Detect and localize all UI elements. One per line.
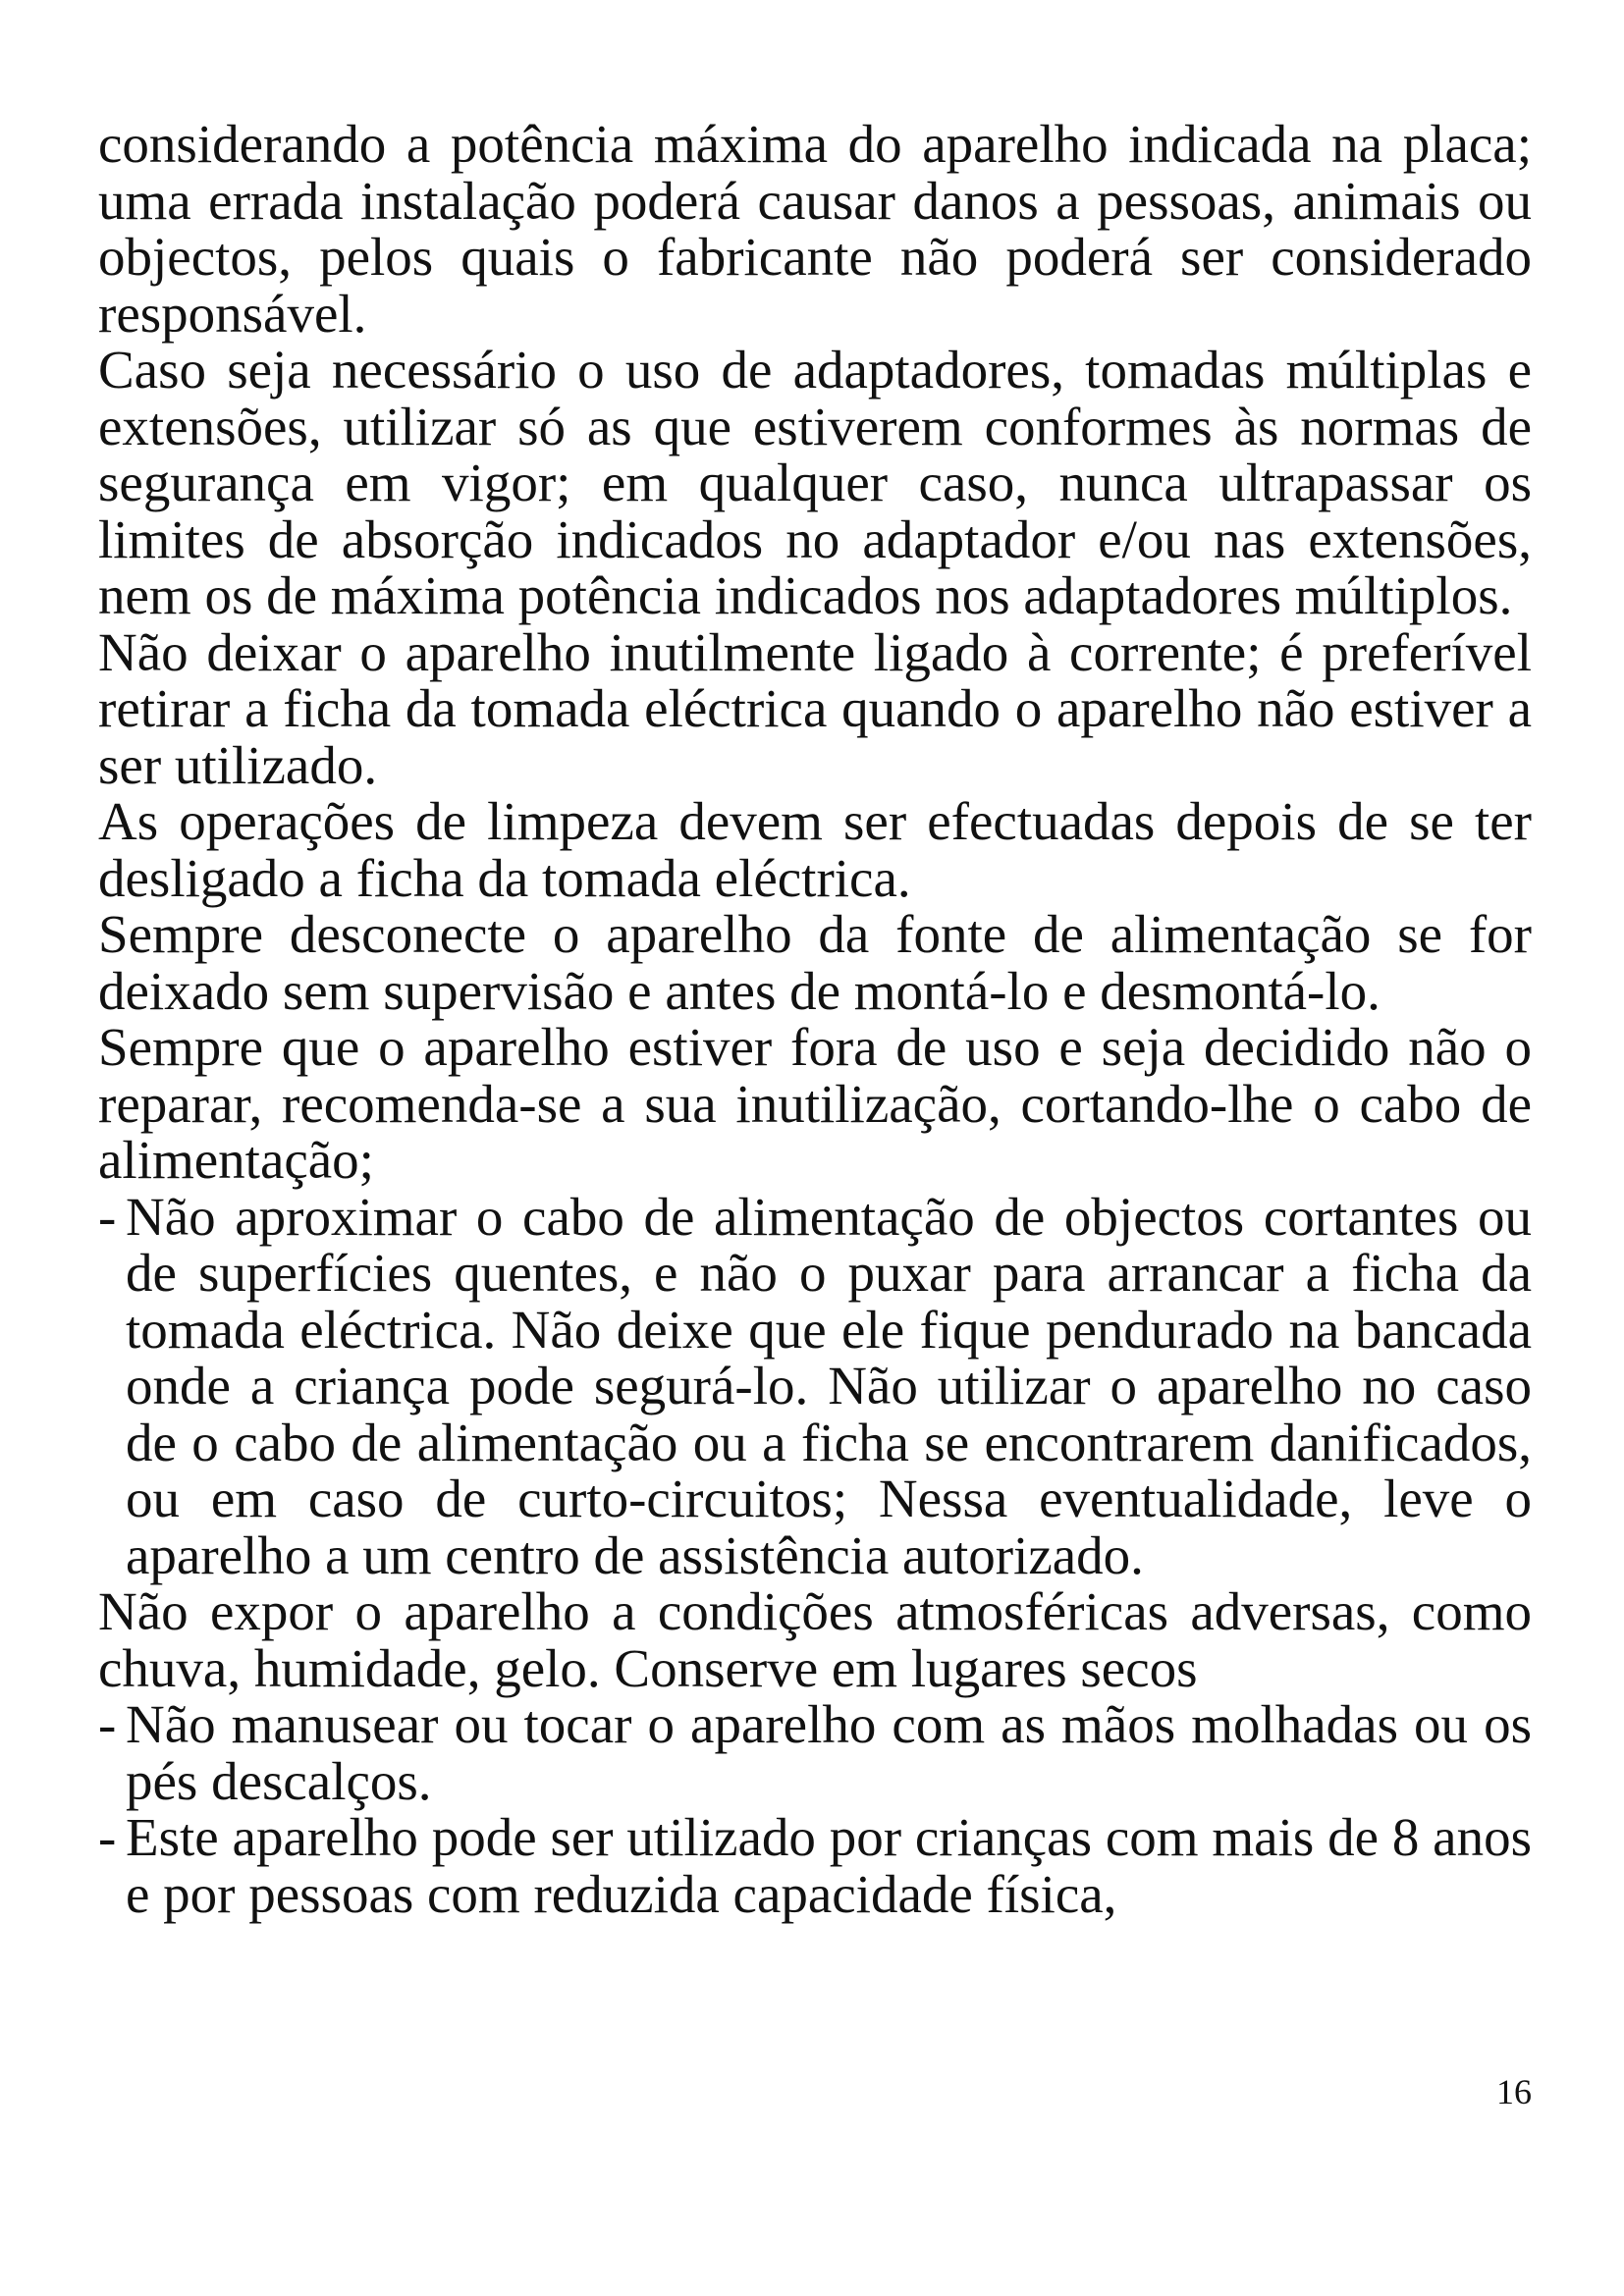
paragraph-disposal: Sempre que o aparelho estiver fora de uso e seja decidido não o reparar, recomenda-se a sua inutilização, cortando-lhe o cabo de alimentação; — [98, 1017, 1532, 1190]
paragraph-cleaning: As operações de limpeza devem ser efectuadas depois de se ter desligado a ficha da tomada eléctrica. — [98, 791, 1532, 908]
bullet-text: Não manusear ou tocar o aparelho com as mãos molhadas ou os pés descalços. — [126, 1694, 1532, 1811]
paragraph-installation-liability: considerando a potência máxima do aparelho indicada na placa; uma errada instalação poderá causar danos a pessoas, animais ou objectos, pelos quais o fabricante não poderá ser considerado responsável. — [98, 114, 1532, 344]
paragraph-weather-conditions: Não expor o aparelho a condições atmosféricas adversas, como chuva, humidade, gelo. Conserve em lugares secos — [98, 1581, 1532, 1698]
bullet-text: Este aparelho pode ser utilizado por crianças com mais de 8 anos e por pessoas com reduzida capacidade física, — [126, 1807, 1532, 1924]
page-number: 16 — [1496, 2072, 1532, 2111]
bullet-item-wet-hands — [98, 1696, 1532, 1809]
bullet-dash: - — [98, 1186, 117, 1247]
bullet-dash: - — [98, 1807, 117, 1867]
paragraph-unplug-when-unused: Não deixar o aparelho inutilmente ligado à corrente; é preferível retirar a ficha da tomada eléctrica quando o aparelho não estiver a ser utilizado. — [98, 621, 1532, 795]
bullet-dash: - — [98, 1694, 117, 1754]
bullet-item-children-use — [98, 1809, 1532, 1922]
bullet-text: Não aproximar o cabo de alimentação de objectos cortantes ou de superfícies quentes, e não o puxar para arrancar a ficha da tomada eléctrica. Não deixe que ele fique pendurado na bancada onde a criança pode segurá-lo. Não utilizar o aparelho no caso de o cabo de alimentação ou a ficha se encontrarem danificados, ou em caso de curto-circuitos; Nessa eventualidade, leve o aparelho a um centro de assistência autorizado. — [126, 1186, 1532, 1585]
paragraph-disconnect-supervision: Sempre desconecte o aparelho da fonte de alimentação se for deixado sem supervisão e antes de montá-lo e desmontá-lo. — [98, 904, 1532, 1021]
paragraph-adapters-extensions: Caso seja necessário o uso de adaptadores, tomadas múltiplas e extensões, utilizar só as que estiverem conformes às normas de segurança em vigor; em qualquer caso, nunca ultrapassar os limites de absorção indicados no adaptador e/ou nas extensões, nem os de máxima potência indicados nos adaptadores múltiplos. — [98, 340, 1532, 625]
bullet-item-power-cord — [98, 1186, 1532, 1585]
document-body — [98, 116, 1532, 1922]
